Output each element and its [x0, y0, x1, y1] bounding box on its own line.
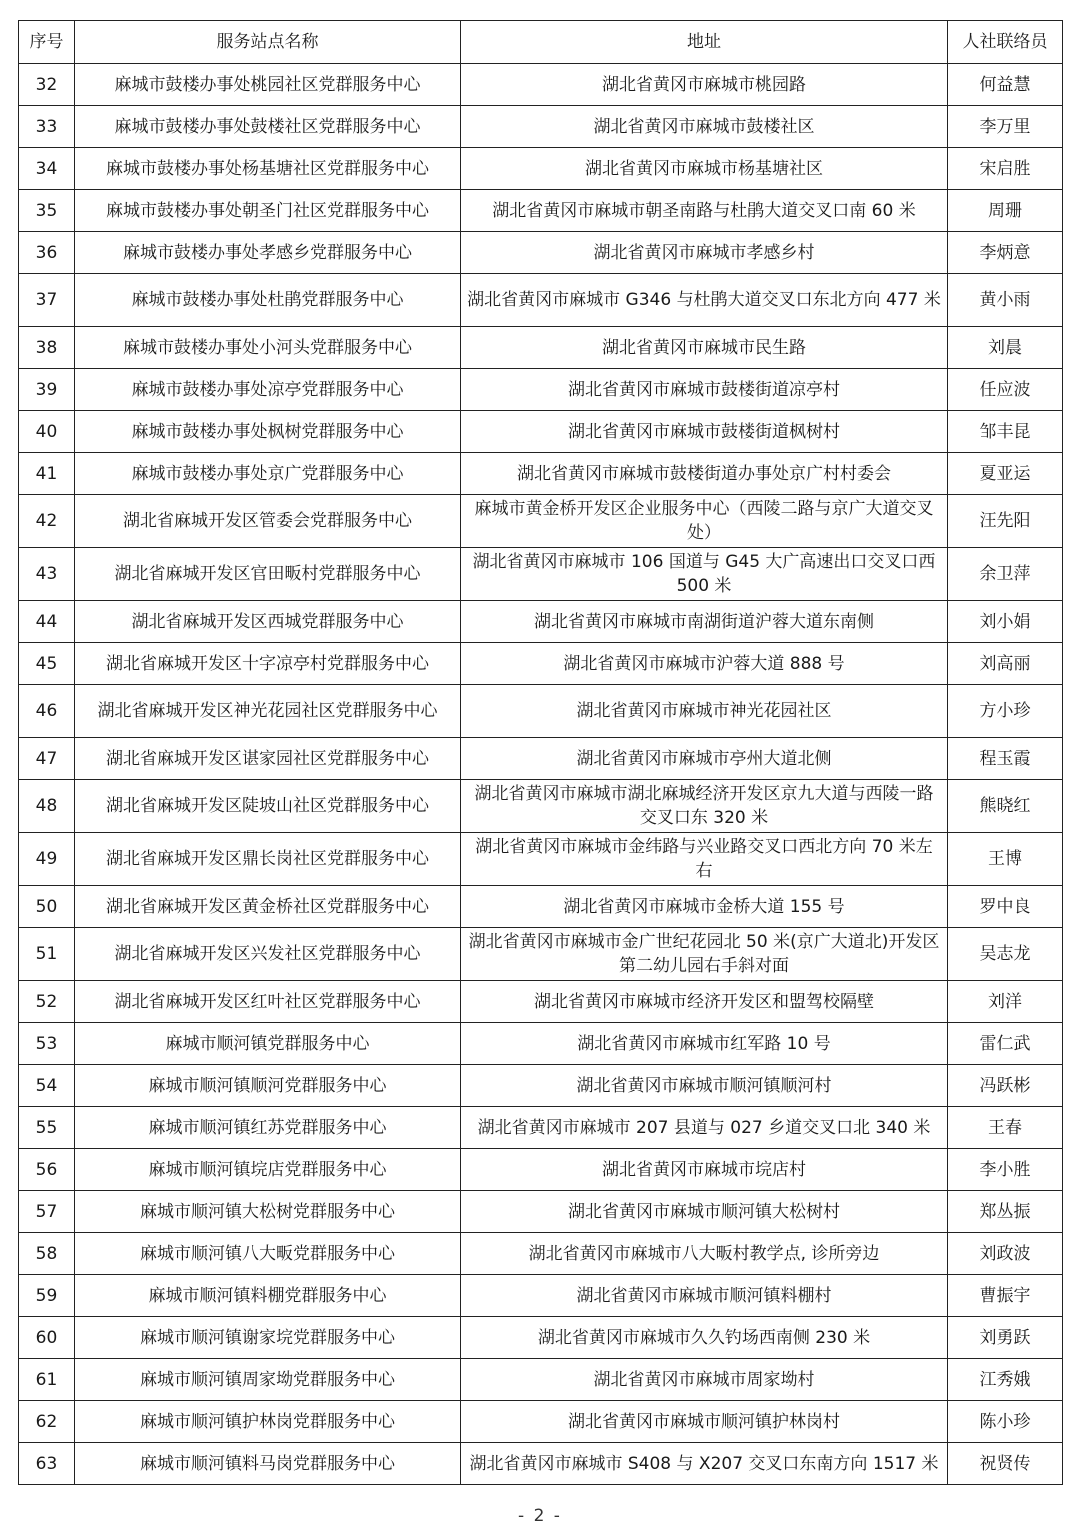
table-row: [19, 453, 1063, 495]
station-address: 湖北省黄冈市麻城市沪蓉大道 888 号: [461, 643, 948, 685]
header-station-name: 服务站点名称: [75, 21, 461, 64]
row-number: 53: [19, 1023, 75, 1065]
station-name: 湖北省麻城开发区兴发社区党群服务中心: [75, 928, 461, 981]
station-address: 湖北省黄冈市麻城市孝感乡村: [461, 232, 948, 274]
table-row: [19, 232, 1063, 274]
station-address: 湖北省黄冈市麻城市朝圣南路与杜鹃大道交叉口南 60 米: [461, 190, 948, 232]
row-number: 62: [19, 1401, 75, 1443]
table-row: [19, 1317, 1063, 1359]
station-name: 湖北省麻城开发区谌家园社区党群服务中心: [75, 738, 461, 780]
contact-person: 雷仁武: [948, 1023, 1063, 1065]
station-name: 麻城市鼓楼办事处桃园社区党群服务中心: [75, 64, 461, 106]
header-address: 地址: [461, 21, 948, 64]
contact-person: 郑丛振: [948, 1191, 1063, 1233]
station-name: 麻城市顺河镇料棚党群服务中心: [75, 1275, 461, 1317]
station-address: 湖北省黄冈市麻城市久久钓场西南侧 230 米: [461, 1317, 948, 1359]
station-address: 湖北省黄冈市麻城市周家坳村: [461, 1359, 948, 1401]
contact-person: 李万里: [948, 106, 1063, 148]
station-name: 麻城市顺河镇谢家垸党群服务中心: [75, 1317, 461, 1359]
row-number: 36: [19, 232, 75, 274]
row-number: 52: [19, 981, 75, 1023]
table-row: [19, 780, 1063, 833]
contact-person: 刘洋: [948, 981, 1063, 1023]
contact-person: 王博: [948, 833, 1063, 886]
table-row: [19, 1443, 1063, 1485]
contact-person: 任应波: [948, 369, 1063, 411]
station-address: 湖北省黄冈市麻城市金广世纪花园北 50 米(京广大道北)开发区第二幼儿园右手斜对面: [461, 928, 948, 981]
station-name: 麻城市顺河镇护林岗党群服务中心: [75, 1401, 461, 1443]
contact-person: 刘高丽: [948, 643, 1063, 685]
table-row: [19, 601, 1063, 643]
station-address: 湖北省黄冈市麻城市 207 县道与 027 乡道交叉口北 340 米: [461, 1107, 948, 1149]
row-number: 40: [19, 411, 75, 453]
table-header-row: [19, 21, 1063, 64]
contact-person: 祝贤传: [948, 1443, 1063, 1485]
table-row: [19, 148, 1063, 190]
table-row: [19, 190, 1063, 232]
station-name: 湖北省麻城开发区官田畈村党群服务中心: [75, 548, 461, 601]
contact-person: 黄小雨: [948, 274, 1063, 327]
contact-person: 夏亚运: [948, 453, 1063, 495]
row-number: 61: [19, 1359, 75, 1401]
station-name: 湖北省麻城开发区神光花园社区党群服务中心: [75, 685, 461, 738]
contact-person: 程玉霞: [948, 738, 1063, 780]
row-number: 57: [19, 1191, 75, 1233]
contact-person: 汪先阳: [948, 495, 1063, 548]
station-name: 麻城市鼓楼办事处鼓楼社区党群服务中心: [75, 106, 461, 148]
contact-person: 何益慧: [948, 64, 1063, 106]
row-number: 32: [19, 64, 75, 106]
station-address: 湖北省黄冈市麻城市 G346 与杜鹃大道交叉口东北方向 477 米: [461, 274, 948, 327]
station-address: 湖北省黄冈市麻城市杨基塘社区: [461, 148, 948, 190]
header-contact: 人社联络员: [948, 21, 1063, 64]
contact-person: 罗中良: [948, 886, 1063, 928]
contact-person: 冯跃彬: [948, 1065, 1063, 1107]
row-number: 54: [19, 1065, 75, 1107]
station-address: 湖北省黄冈市麻城市顺河镇护林岗村: [461, 1401, 948, 1443]
station-name: 湖北省麻城开发区黄金桥社区党群服务中心: [75, 886, 461, 928]
contact-person: 周珊: [948, 190, 1063, 232]
station-name: 麻城市鼓楼办事处京广党群服务中心: [75, 453, 461, 495]
contact-person: 刘小娟: [948, 601, 1063, 643]
table-row: [19, 928, 1063, 981]
table-row: [19, 274, 1063, 327]
station-name: 麻城市鼓楼办事处孝感乡党群服务中心: [75, 232, 461, 274]
row-number: 50: [19, 886, 75, 928]
station-address: 湖北省黄冈市麻城市 106 国道与 G45 大广高速出口交叉口西 500 米: [461, 548, 948, 601]
row-number: 46: [19, 685, 75, 738]
row-number: 60: [19, 1317, 75, 1359]
station-address: 湖北省黄冈市麻城市神光花园社区: [461, 685, 948, 738]
row-number: 55: [19, 1107, 75, 1149]
station-name: 麻城市顺河镇八大畈党群服务中心: [75, 1233, 461, 1275]
row-number: 38: [19, 327, 75, 369]
row-number: 42: [19, 495, 75, 548]
contact-person: 陈小珍: [948, 1401, 1063, 1443]
contact-person: 宋启胜: [948, 148, 1063, 190]
row-number: 48: [19, 780, 75, 833]
station-address: 湖北省黄冈市麻城市南湖街道沪蓉大道东南侧: [461, 601, 948, 643]
station-address: 湖北省黄冈市麻城市红军路 10 号: [461, 1023, 948, 1065]
contact-person: 熊晓红: [948, 780, 1063, 833]
row-number: 56: [19, 1149, 75, 1191]
row-number: 59: [19, 1275, 75, 1317]
row-number: 44: [19, 601, 75, 643]
table-row: [19, 886, 1063, 928]
row-number: 33: [19, 106, 75, 148]
table-row: [19, 738, 1063, 780]
contact-person: 曹振宇: [948, 1275, 1063, 1317]
table-row: [19, 685, 1063, 738]
row-number: 37: [19, 274, 75, 327]
row-number: 47: [19, 738, 75, 780]
station-name: 湖北省麻城开发区陡坡山社区党群服务中心: [75, 780, 461, 833]
station-name: 湖北省麻城开发区管委会党群服务中心: [75, 495, 461, 548]
contact-person: 吴志龙: [948, 928, 1063, 981]
station-name: 麻城市鼓楼办事处小河头党群服务中心: [75, 327, 461, 369]
row-number: 45: [19, 643, 75, 685]
contact-person: 邹丰昆: [948, 411, 1063, 453]
row-number: 41: [19, 453, 75, 495]
table-row: [19, 411, 1063, 453]
station-address: 湖北省黄冈市麻城市 S408 与 X207 交叉口东南方向 1517 米: [461, 1443, 948, 1485]
station-name: 麻城市鼓楼办事处朝圣门社区党群服务中心: [75, 190, 461, 232]
contact-person: 江秀娥: [948, 1359, 1063, 1401]
row-number: 63: [19, 1443, 75, 1485]
contact-person: 刘晨: [948, 327, 1063, 369]
row-number: 51: [19, 928, 75, 981]
station-address: 湖北省黄冈市麻城市亭州大道北侧: [461, 738, 948, 780]
contact-person: 刘政波: [948, 1233, 1063, 1275]
station-address: 麻城市黄金桥开发区企业服务中心（西陵二路与京广大道交叉处）: [461, 495, 948, 548]
station-name: 麻城市顺河镇料马岗党群服务中心: [75, 1443, 461, 1485]
station-address: 湖北省黄冈市麻城市桃园路: [461, 64, 948, 106]
station-address: 湖北省黄冈市麻城市金桥大道 155 号: [461, 886, 948, 928]
table-row: [19, 369, 1063, 411]
table-row: [19, 64, 1063, 106]
table-row: [19, 643, 1063, 685]
table-row: [19, 1233, 1063, 1275]
contact-person: 余卫萍: [948, 548, 1063, 601]
table-row: [19, 106, 1063, 148]
station-address: 湖北省黄冈市麻城市顺河镇顺河村: [461, 1065, 948, 1107]
contact-person: 刘勇跃: [948, 1317, 1063, 1359]
station-address: 湖北省黄冈市麻城市垸店村: [461, 1149, 948, 1191]
station-address: 湖北省黄冈市麻城市鼓楼街道凉亭村: [461, 369, 948, 411]
service-station-table: [18, 20, 1063, 1485]
station-address: 湖北省黄冈市麻城市金纬路与兴业路交叉口西北方向 70 米左右: [461, 833, 948, 886]
table-row: [19, 1401, 1063, 1443]
row-number: 58: [19, 1233, 75, 1275]
station-address: 湖北省黄冈市麻城市鼓楼街道办事处京广村村委会: [461, 453, 948, 495]
table-row: [19, 327, 1063, 369]
station-name: 湖北省麻城开发区红叶社区党群服务中心: [75, 981, 461, 1023]
row-number: 35: [19, 190, 75, 232]
station-address: 湖北省黄冈市麻城市经济开发区和盟驾校隔壁: [461, 981, 948, 1023]
station-name: 麻城市顺河镇顺河党群服务中心: [75, 1065, 461, 1107]
station-address: 湖北省黄冈市麻城市鼓楼街道枫树村: [461, 411, 948, 453]
table-row: [19, 1107, 1063, 1149]
table-row: [19, 1191, 1063, 1233]
station-name: 湖北省麻城开发区十字凉亭村党群服务中心: [75, 643, 461, 685]
station-name: 麻城市顺河镇党群服务中心: [75, 1023, 461, 1065]
contact-person: 李炳意: [948, 232, 1063, 274]
station-name: 麻城市顺河镇红苏党群服务中心: [75, 1107, 461, 1149]
row-number: 43: [19, 548, 75, 601]
table-row: [19, 495, 1063, 548]
table-row: [19, 981, 1063, 1023]
table-row: [19, 1065, 1063, 1107]
station-address: 湖北省黄冈市麻城市鼓楼社区: [461, 106, 948, 148]
station-name: 麻城市鼓楼办事处杨基塘社区党群服务中心: [75, 148, 461, 190]
contact-person: 方小珍: [948, 685, 1063, 738]
contact-person: 王春: [948, 1107, 1063, 1149]
table-row: [19, 1359, 1063, 1401]
station-name: 麻城市鼓楼办事处枫树党群服务中心: [75, 411, 461, 453]
header-no: 序号: [19, 21, 75, 64]
table-row: [19, 1023, 1063, 1065]
table-row: [19, 1275, 1063, 1317]
row-number: 49: [19, 833, 75, 886]
document-page: [18, 20, 1062, 1485]
station-name: 麻城市顺河镇周家坳党群服务中心: [75, 1359, 461, 1401]
station-address: 湖北省黄冈市麻城市湖北麻城经济开发区京九大道与西陵一路交叉口东 320 米: [461, 780, 948, 833]
table-row: [19, 548, 1063, 601]
station-address: 湖北省黄冈市麻城市民生路: [461, 327, 948, 369]
table-row: [19, 1149, 1063, 1191]
station-name: 麻城市顺河镇垸店党群服务中心: [75, 1149, 461, 1191]
table-row: [19, 833, 1063, 886]
page-number: - 2 -: [518, 1506, 562, 1526]
station-address: 湖北省黄冈市麻城市八大畈村教学点, 诊所旁边: [461, 1233, 948, 1275]
contact-person: 李小胜: [948, 1149, 1063, 1191]
station-address: 湖北省黄冈市麻城市顺河镇大松树村: [461, 1191, 948, 1233]
station-name: 麻城市顺河镇大松树党群服务中心: [75, 1191, 461, 1233]
station-name: 麻城市鼓楼办事处凉亭党群服务中心: [75, 369, 461, 411]
row-number: 39: [19, 369, 75, 411]
station-name: 湖北省麻城开发区鼎长岗社区党群服务中心: [75, 833, 461, 886]
table-body: [19, 64, 1063, 1485]
station-name: 麻城市鼓楼办事处杜鹃党群服务中心: [75, 274, 461, 327]
station-address: 湖北省黄冈市麻城市顺河镇料棚村: [461, 1275, 948, 1317]
row-number: 34: [19, 148, 75, 190]
station-name: 湖北省麻城开发区西城党群服务中心: [75, 601, 461, 643]
